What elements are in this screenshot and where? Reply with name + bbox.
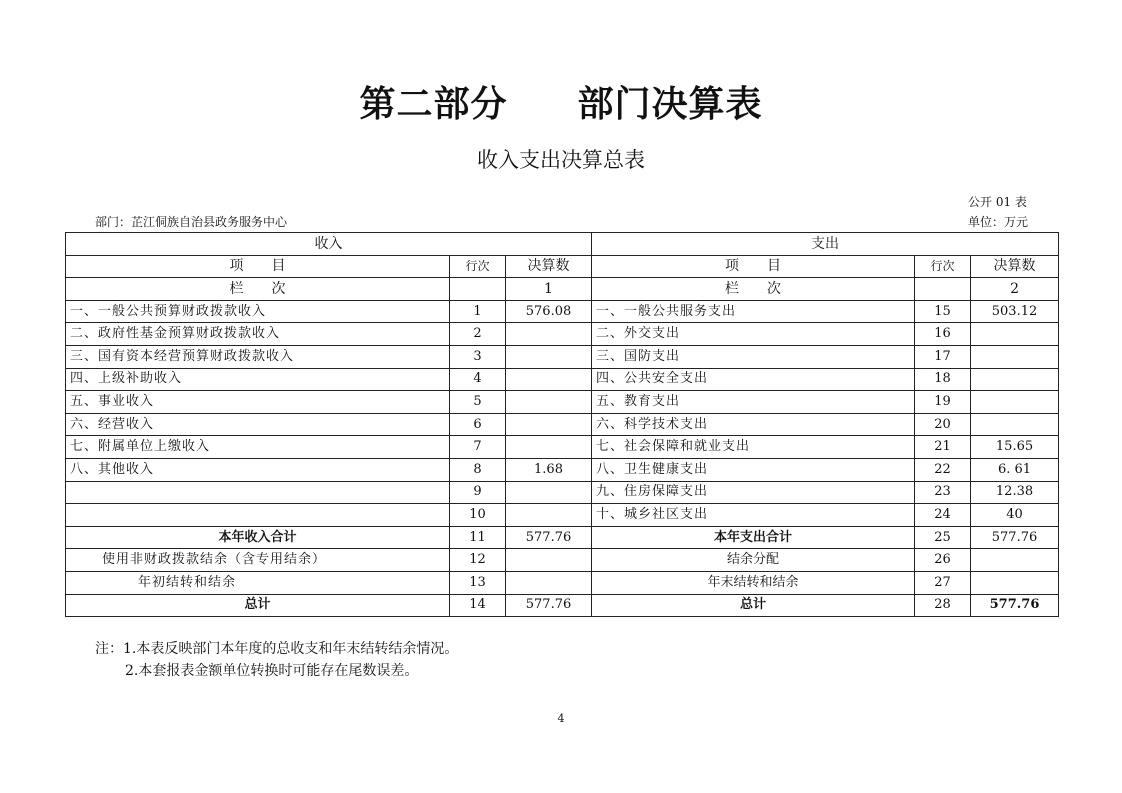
- expense-amount: [971, 345, 1059, 368]
- expense-row-no: 19: [915, 391, 971, 414]
- expense-row-no: 23: [915, 481, 971, 504]
- expense-item: 九、住房保障支出: [592, 481, 915, 504]
- carryover-row: [66, 571, 1059, 594]
- income-amount: [506, 413, 592, 436]
- table-row: [66, 368, 1059, 391]
- income-grand-row-no: 14: [450, 594, 506, 617]
- page-number: 4: [557, 712, 565, 725]
- note-2: 2.本套报表金额单位转换时可能存在尾数误差。: [125, 663, 419, 679]
- income-amount: [506, 345, 592, 368]
- year-total-row: [66, 526, 1059, 549]
- income-row-no: 5: [450, 391, 506, 414]
- expense-grand-label: 总计: [592, 594, 915, 617]
- table-row: [66, 391, 1059, 414]
- income-grand-label: 总计: [66, 594, 450, 617]
- income-r13-amount: [506, 571, 592, 594]
- expense-grand-amount: 577.76: [971, 594, 1059, 617]
- income-lanci-label: 栏 次: [66, 278, 450, 301]
- section-header-row: [66, 233, 1059, 256]
- income-row-header: 行次: [450, 255, 506, 278]
- income-row-no: 2: [450, 323, 506, 346]
- department-label: 部门：芷江侗族自治县政务服务中心: [95, 215, 288, 229]
- income-item: 七、附属单位上缴收入: [66, 436, 450, 459]
- expense-item: 八、卫生健康支出: [592, 458, 915, 481]
- expense-item: 六、科学技术支出: [592, 413, 915, 436]
- expense-amount: [971, 413, 1059, 436]
- table-code: 公开 01 表: [968, 195, 1027, 209]
- page-title: [0, 82, 1122, 126]
- income-item: 二、政府性基金预算财政拨款收入: [66, 323, 450, 346]
- table-row: [66, 300, 1059, 323]
- column-header-row: [66, 255, 1059, 278]
- expense-item: 二、外交支出: [592, 323, 915, 346]
- table-row: [66, 481, 1059, 504]
- expense-r26-amount: [971, 549, 1059, 572]
- budget-table: [65, 232, 1059, 617]
- grand-total-row: [66, 594, 1059, 617]
- income-amount-header: 决算数: [506, 255, 592, 278]
- income-item: 八、其他收入: [66, 458, 450, 481]
- expense-r27-row-no: 27: [915, 571, 971, 594]
- expense-row-no: 16: [915, 323, 971, 346]
- income-item-header: 项 目: [66, 255, 450, 278]
- expense-amount: 15.65: [971, 436, 1059, 459]
- expense-item: 十、城乡社区支出: [592, 504, 915, 527]
- expense-r26-row-no: 26: [915, 549, 971, 572]
- income-r12-row-no: 12: [450, 549, 506, 572]
- income-amount: 576.08: [506, 300, 592, 323]
- income-amount: [506, 504, 592, 527]
- income-amount: [506, 323, 592, 346]
- expense-row-no: 21: [915, 436, 971, 459]
- footnotes: [95, 638, 458, 682]
- income-total-label: 本年收入合计: [66, 526, 450, 549]
- income-col-number: 1: [506, 278, 592, 301]
- unit-label: 单位：万元: [968, 215, 1029, 229]
- table-subtitle: 收入支出决算总表: [477, 148, 645, 172]
- expense-lanci-label: 栏 次: [592, 278, 915, 301]
- income-amount: [506, 436, 592, 459]
- income-total-amount: 577.76: [506, 526, 592, 549]
- expense-total-row-no: 25: [915, 526, 971, 549]
- table-row: [66, 504, 1059, 527]
- expense-row-header: 行次: [915, 255, 971, 278]
- income-row-no: 8: [450, 458, 506, 481]
- income-r13-label: 年初结转和结余: [66, 571, 450, 594]
- income-r12-label: 使用非财政拨款结余（含专用结余）: [66, 549, 450, 572]
- expense-r27-amount: [971, 571, 1059, 594]
- expense-item-header: 项 目: [592, 255, 915, 278]
- expense-total-label: 本年支出合计: [592, 526, 915, 549]
- income-row-no: 6: [450, 413, 506, 436]
- expense-row-no: 24: [915, 504, 971, 527]
- expense-amount: 12.38: [971, 481, 1059, 504]
- expense-item: 七、社会保障和就业支出: [592, 436, 915, 459]
- table-row: [66, 323, 1059, 346]
- column-number-row: [66, 278, 1059, 301]
- income-item: 三、国有资本经营预算财政拨款收入: [66, 345, 450, 368]
- expense-row-no: 15: [915, 300, 971, 323]
- table-row: [66, 436, 1059, 459]
- income-amount: [506, 391, 592, 414]
- income-item: [66, 504, 450, 527]
- expense-item: 五、教育支出: [592, 391, 915, 414]
- income-row-no: 7: [450, 436, 506, 459]
- expense-header: 支出: [592, 233, 1059, 256]
- income-item: 四、上级补助收入: [66, 368, 450, 391]
- income-row-no: 3: [450, 345, 506, 368]
- expense-r27-label: 年末结转和结余: [592, 571, 915, 594]
- title-part-1: 第二部分: [359, 83, 508, 125]
- income-item: [66, 481, 450, 504]
- income-grand-amount: 577.76: [506, 594, 592, 617]
- expense-grand-row-no: 28: [915, 594, 971, 617]
- expense-amount: [971, 323, 1059, 346]
- income-amount: 1.68: [506, 458, 592, 481]
- income-item: 一、一般公共预算财政拨款收入: [66, 300, 450, 323]
- expense-item: 一、一般公共服务支出: [592, 300, 915, 323]
- expense-col-number: 2: [971, 278, 1059, 301]
- expense-row-no: 22: [915, 458, 971, 481]
- income-item: 六、经营收入: [66, 413, 450, 436]
- income-row-no: 10: [450, 504, 506, 527]
- expense-lanci-blank: [915, 278, 971, 301]
- income-r12-amount: [506, 549, 592, 572]
- expense-r26-label: 结余分配: [592, 549, 915, 572]
- expense-row-no: 20: [915, 413, 971, 436]
- income-r13-row-no: 13: [450, 571, 506, 594]
- expense-amount: 40: [971, 504, 1059, 527]
- income-amount: [506, 481, 592, 504]
- income-total-row-no: 11: [450, 526, 506, 549]
- expense-amount: [971, 368, 1059, 391]
- income-lanci-blank: [450, 278, 506, 301]
- expense-total-amount: 577.76: [971, 526, 1059, 549]
- expense-amount: 6. 61: [971, 458, 1059, 481]
- income-row-no: 9: [450, 481, 506, 504]
- table-row: [66, 345, 1059, 368]
- expense-row-no: 18: [915, 368, 971, 391]
- note-1: 注：1.本表反映部门本年度的总收支和年末结转结余情况。: [95, 641, 459, 657]
- expense-item: 三、国防支出: [592, 345, 915, 368]
- expense-item: 四、公共安全支出: [592, 368, 915, 391]
- expense-amount: [971, 391, 1059, 414]
- expense-amount: 503.12: [971, 300, 1059, 323]
- income-row-no: 1: [450, 300, 506, 323]
- income-header: 收入: [66, 233, 592, 256]
- expense-row-no: 17: [915, 345, 971, 368]
- table-row: [66, 458, 1059, 481]
- surplus-use-row: [66, 549, 1059, 572]
- income-item: 五、事业收入: [66, 391, 450, 414]
- expense-amount-header: 决算数: [971, 255, 1059, 278]
- table-row: [66, 413, 1059, 436]
- title-part-2: 部门决算表: [577, 83, 763, 125]
- income-row-no: 4: [450, 368, 506, 391]
- income-amount: [506, 368, 592, 391]
